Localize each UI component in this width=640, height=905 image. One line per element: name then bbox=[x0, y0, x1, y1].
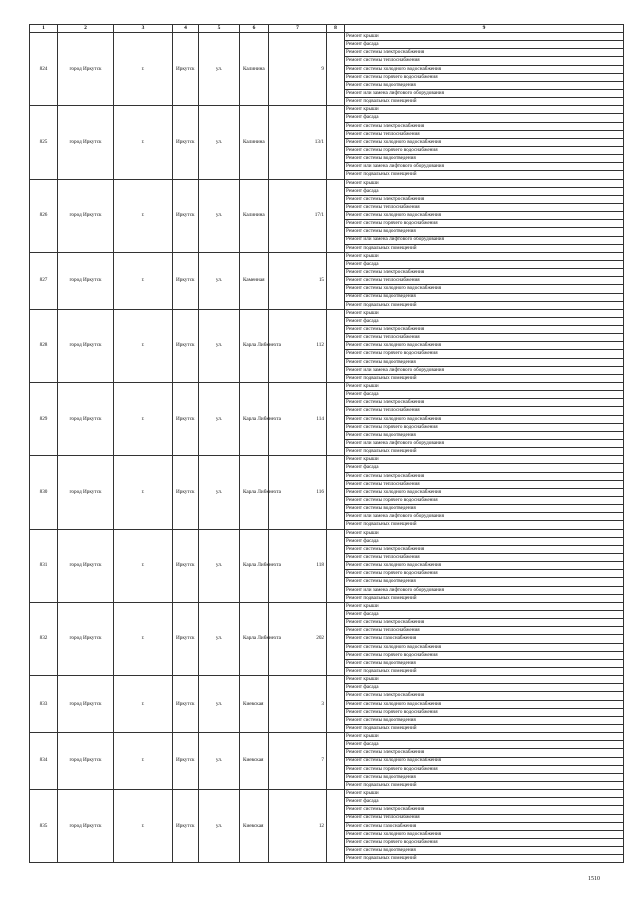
row-number: 827 bbox=[30, 252, 58, 309]
empty-cell bbox=[327, 790, 345, 863]
column-number-header bbox=[30, 25, 624, 33]
page-number: 1510 bbox=[588, 876, 600, 882]
house-number: 112 bbox=[269, 309, 327, 382]
municipality: город Иркутск bbox=[58, 733, 114, 790]
house-number: 114 bbox=[269, 383, 327, 456]
repair-work-item: Ремонт системы газоснабжения bbox=[345, 822, 624, 830]
repair-work-item: Ремонт системы водоотведения bbox=[345, 847, 624, 855]
repair-work-item: Ремонт крыши bbox=[345, 179, 624, 187]
house-number: 13/1 bbox=[269, 106, 327, 179]
repair-work-item: Ремонт фасада bbox=[345, 464, 624, 472]
column-header: 2 bbox=[58, 25, 114, 33]
repair-work-item: Ремонт системы холодного водоснабжения bbox=[345, 65, 624, 73]
repair-work-item: Ремонт системы холодного водоснабжения bbox=[345, 757, 624, 765]
street-type: ул. bbox=[199, 602, 240, 675]
street-type: ул. bbox=[199, 456, 240, 529]
repair-work-item: Ремонт системы электроснабжения bbox=[345, 749, 624, 757]
locality-name: Иркутск bbox=[173, 309, 199, 382]
repair-work-item: Ремонт системы водоотведения bbox=[345, 155, 624, 163]
column-header: 4 bbox=[173, 25, 199, 33]
street-name: Карла Либкнехта bbox=[240, 383, 269, 456]
empty-cell bbox=[327, 456, 345, 529]
repair-work-item: Ремонт системы водоотведения bbox=[345, 659, 624, 667]
locality-name: Иркутск bbox=[173, 33, 199, 106]
locality-type: г. bbox=[114, 602, 173, 675]
locality-name: Иркутск bbox=[173, 383, 199, 456]
column-header: 8 bbox=[327, 25, 345, 33]
repair-work-item: Ремонт системы теплоснабжения bbox=[345, 277, 624, 285]
row-number: 831 bbox=[30, 529, 58, 602]
locality-name: Иркутск bbox=[173, 106, 199, 179]
locality-type: г. bbox=[114, 179, 173, 252]
table-row bbox=[30, 309, 624, 317]
locality-name: Иркутск bbox=[173, 252, 199, 309]
table-row bbox=[30, 733, 624, 741]
repair-work-item: Ремонт системы электроснабжения bbox=[345, 545, 624, 553]
repair-work-item: Ремонт фасада bbox=[345, 41, 624, 49]
repair-work-item: Ремонт подвальных помещений bbox=[345, 724, 624, 732]
house-number: 118 bbox=[269, 529, 327, 602]
row-number: 834 bbox=[30, 733, 58, 790]
table-row bbox=[30, 676, 624, 684]
repair-work-item: Ремонт подвальных помещений bbox=[345, 594, 624, 602]
empty-cell bbox=[327, 733, 345, 790]
house-number: 15 bbox=[269, 252, 327, 309]
house-number: 202 bbox=[269, 602, 327, 675]
repair-work-item: Ремонт системы холодного водоснабжения bbox=[345, 342, 624, 350]
row-number: 825 bbox=[30, 106, 58, 179]
repair-work-item: Ремонт системы водоотведения bbox=[345, 773, 624, 781]
column-header: 6 bbox=[240, 25, 269, 33]
municipality: город Иркутск bbox=[58, 309, 114, 382]
repair-work-item: Ремонт крыши bbox=[345, 106, 624, 114]
repair-work-item: Ремонт системы водоотведения bbox=[345, 505, 624, 513]
municipality: город Иркутск bbox=[58, 676, 114, 733]
repair-work-item: Ремонт крыши bbox=[345, 383, 624, 391]
table-row bbox=[30, 252, 624, 260]
repair-work-item: Ремонт фасада bbox=[345, 684, 624, 692]
street-name: Карла Либкнехта bbox=[240, 456, 269, 529]
repair-work-item: Ремонт подвальных помещений bbox=[345, 171, 624, 179]
table-row bbox=[30, 529, 624, 537]
locality-name: Иркутск bbox=[173, 529, 199, 602]
repair-work-item: Ремонт крыши bbox=[345, 252, 624, 260]
repair-work-item: Ремонт фасада bbox=[345, 798, 624, 806]
repair-work-item: Ремонт подвальных помещений bbox=[345, 244, 624, 252]
repair-work-item: Ремонт системы водоотведения bbox=[345, 431, 624, 439]
repair-work-item: Ремонт системы водоотведения bbox=[345, 358, 624, 366]
street-type: ул. bbox=[199, 106, 240, 179]
municipality: город Иркутск bbox=[58, 106, 114, 179]
repair-work-item: Ремонт системы горячего водоснабжения bbox=[345, 423, 624, 431]
repair-work-item: Ремонт системы теплоснабжения bbox=[345, 407, 624, 415]
column-header: 3 bbox=[114, 25, 173, 33]
repair-work-item: Ремонт системы холодного водоснабжения bbox=[345, 643, 624, 651]
repair-work-item: Ремонт крыши bbox=[345, 790, 624, 798]
street-type: ул. bbox=[199, 733, 240, 790]
house-number: 12 bbox=[269, 790, 327, 863]
repair-work-item: Ремонт системы теплоснабжения bbox=[345, 554, 624, 562]
street-type: ул. bbox=[199, 790, 240, 863]
repair-work-item: Ремонт системы горячего водоснабжения bbox=[345, 146, 624, 154]
repair-work-item: Ремонт системы водоотведения bbox=[345, 578, 624, 586]
table-row bbox=[30, 790, 624, 798]
street-type: ул. bbox=[199, 252, 240, 309]
repair-work-item: Ремонт системы холодного водоснабжения bbox=[345, 415, 624, 423]
empty-cell bbox=[327, 179, 345, 252]
street-name: Калинина bbox=[240, 33, 269, 106]
empty-cell bbox=[327, 676, 345, 733]
street-type: ул. bbox=[199, 33, 240, 106]
street-name: Каменная bbox=[240, 252, 269, 309]
locality-type: г. bbox=[114, 733, 173, 790]
street-type: ул. bbox=[199, 529, 240, 602]
municipality: город Иркутск bbox=[58, 179, 114, 252]
repair-work-item: Ремонт подвальных помещений bbox=[345, 521, 624, 529]
repair-work-item: Ремонт крыши bbox=[345, 309, 624, 317]
row-number: 832 bbox=[30, 602, 58, 675]
empty-cell bbox=[327, 602, 345, 675]
repair-work-item: Ремонт системы теплоснабжения bbox=[345, 814, 624, 822]
repair-work-item: Ремонт фасада bbox=[345, 187, 624, 195]
row-number: 830 bbox=[30, 456, 58, 529]
repair-work-item: Ремонт системы холодного водоснабжения bbox=[345, 830, 624, 838]
repair-work-item: Ремонт системы электроснабжения bbox=[345, 49, 624, 57]
repair-work-item: Ремонт крыши bbox=[345, 529, 624, 537]
repair-work-item: Ремонт фасада bbox=[345, 114, 624, 122]
repair-work-item: Ремонт системы водоотведения bbox=[345, 228, 624, 236]
locality-type: г. bbox=[114, 106, 173, 179]
repair-work-item: Ремонт системы электроснабжения bbox=[345, 692, 624, 700]
repair-work-item: Ремонт системы водоотведения bbox=[345, 81, 624, 89]
repair-work-item: Ремонт системы горячего водоснабжения bbox=[345, 570, 624, 578]
repair-work-item: Ремонт системы электроснабжения bbox=[345, 269, 624, 277]
repair-work-item: Ремонт или замена лифтового оборудования bbox=[345, 163, 624, 171]
street-type: ул. bbox=[199, 179, 240, 252]
repair-work-item: Ремонт системы электроснабжения bbox=[345, 399, 624, 407]
locality-type: г. bbox=[114, 383, 173, 456]
repair-work-item: Ремонт системы холодного водоснабжения bbox=[345, 285, 624, 293]
repair-work-item: Ремонт системы электроснабжения bbox=[345, 472, 624, 480]
repair-work-item: Ремонт системы водоотведения bbox=[345, 716, 624, 724]
repair-work-item: Ремонт фасада bbox=[345, 741, 624, 749]
locality-type: г. bbox=[114, 33, 173, 106]
street-type: ул. bbox=[199, 676, 240, 733]
repair-work-item: Ремонт системы холодного водоснабжения bbox=[345, 562, 624, 570]
empty-cell bbox=[327, 383, 345, 456]
table-row bbox=[30, 179, 624, 187]
street-name: Киевская bbox=[240, 676, 269, 733]
repair-work-item: Ремонт системы теплоснабжения bbox=[345, 334, 624, 342]
column-header: 7 bbox=[269, 25, 327, 33]
repair-work-item: Ремонт системы холодного водоснабжения bbox=[345, 138, 624, 146]
municipality: город Иркутск bbox=[58, 602, 114, 675]
repair-work-item: Ремонт системы электроснабжения bbox=[345, 619, 624, 627]
locality-name: Иркутск bbox=[173, 676, 199, 733]
house-number: 17/1 bbox=[269, 179, 327, 252]
repair-work-item: Ремонт крыши bbox=[345, 602, 624, 610]
repair-work-item: Ремонт подвальных помещений bbox=[345, 448, 624, 456]
repair-work-item: Ремонт подвальных помещений bbox=[345, 374, 624, 382]
street-name: Калинина bbox=[240, 106, 269, 179]
locality-name: Иркутск bbox=[173, 602, 199, 675]
locality-name: Иркутск bbox=[173, 790, 199, 863]
house-number: 9 bbox=[269, 33, 327, 106]
repair-work-item: Ремонт системы теплоснабжения bbox=[345, 57, 624, 65]
repair-work-item: Ремонт системы газоснабжения bbox=[345, 635, 624, 643]
repair-work-item: Ремонт или замена лифтового оборудования bbox=[345, 89, 624, 97]
locality-type: г. bbox=[114, 529, 173, 602]
repair-work-item: Ремонт подвальных помещений bbox=[345, 98, 624, 106]
repair-work-item: Ремонт подвальных помещений bbox=[345, 855, 624, 863]
row-number: 833 bbox=[30, 676, 58, 733]
repair-work-item: Ремонт или замена лифтового оборудования bbox=[345, 586, 624, 594]
repair-work-item: Ремонт крыши bbox=[345, 33, 624, 41]
street-type: ул. bbox=[199, 309, 240, 382]
municipality: город Иркутск bbox=[58, 383, 114, 456]
table-row bbox=[30, 106, 624, 114]
table-body bbox=[30, 33, 624, 863]
street-name: Карла Либкнехта bbox=[240, 309, 269, 382]
capital-repair-table bbox=[29, 24, 624, 863]
row-number: 826 bbox=[30, 179, 58, 252]
street-name: Киевская bbox=[240, 790, 269, 863]
empty-cell bbox=[327, 529, 345, 602]
repair-work-item: Ремонт фасада bbox=[345, 537, 624, 545]
repair-work-item: Ремонт системы горячего водоснабжения bbox=[345, 708, 624, 716]
repair-work-item: Ремонт системы электроснабжения bbox=[345, 326, 624, 334]
column-header: 9 bbox=[345, 25, 624, 33]
locality-name: Иркутск bbox=[173, 179, 199, 252]
row-number: 828 bbox=[30, 309, 58, 382]
repair-work-item: Ремонт системы электроснабжения bbox=[345, 122, 624, 130]
empty-cell bbox=[327, 252, 345, 309]
street-name: Карла Либкнехта bbox=[240, 529, 269, 602]
table-row bbox=[30, 383, 624, 391]
municipality: город Иркутск bbox=[58, 529, 114, 602]
empty-cell bbox=[327, 309, 345, 382]
repair-work-item: Ремонт системы холодного водоснабжения bbox=[345, 488, 624, 496]
row-number: 824 bbox=[30, 33, 58, 106]
repair-work-item: Ремонт системы теплоснабжения bbox=[345, 627, 624, 635]
repair-work-item: Ремонт подвальных помещений bbox=[345, 667, 624, 675]
repair-work-item: Ремонт системы горячего водоснабжения bbox=[345, 350, 624, 358]
locality-name: Иркутск bbox=[173, 733, 199, 790]
repair-work-item: Ремонт системы горячего водоснабжения bbox=[345, 651, 624, 659]
repair-work-item: Ремонт крыши bbox=[345, 733, 624, 741]
street-name: Киевская bbox=[240, 733, 269, 790]
repair-work-item: Ремонт системы горячего водоснабжения bbox=[345, 220, 624, 228]
column-header: 1 bbox=[30, 25, 58, 33]
repair-work-item: Ремонт фасада bbox=[345, 391, 624, 399]
repair-work-item: Ремонт или замена лифтового оборудования bbox=[345, 513, 624, 521]
repair-work-item: Ремонт крыши bbox=[345, 456, 624, 464]
table-row bbox=[30, 602, 624, 610]
house-number: 3 bbox=[269, 676, 327, 733]
municipality: город Иркутск bbox=[58, 456, 114, 529]
street-type: ул. bbox=[199, 383, 240, 456]
municipality: город Иркутск bbox=[58, 790, 114, 863]
row-number: 835 bbox=[30, 790, 58, 863]
repair-work-item: Ремонт фасада bbox=[345, 317, 624, 325]
locality-type: г. bbox=[114, 309, 173, 382]
municipality: город Иркутск bbox=[58, 252, 114, 309]
repair-work-item: Ремонт системы теплоснабжения bbox=[345, 480, 624, 488]
locality-type: г. bbox=[114, 456, 173, 529]
repair-work-item: Ремонт системы холодного водоснабжения bbox=[345, 212, 624, 220]
repair-work-item: Ремонт крыши bbox=[345, 676, 624, 684]
repair-work-item: Ремонт системы теплоснабжения bbox=[345, 203, 624, 211]
repair-work-item: Ремонт системы холодного водоснабжения bbox=[345, 700, 624, 708]
house-number: 116 bbox=[269, 456, 327, 529]
repair-work-item: Ремонт фасада bbox=[345, 260, 624, 268]
repair-work-item: Ремонт системы теплоснабжения bbox=[345, 130, 624, 138]
municipality: город Иркутск bbox=[58, 33, 114, 106]
repair-work-item: Ремонт системы водоотведения bbox=[345, 293, 624, 301]
empty-cell bbox=[327, 106, 345, 179]
repair-work-item: Ремонт системы электроснабжения bbox=[345, 806, 624, 814]
table-row bbox=[30, 33, 624, 41]
locality-type: г. bbox=[114, 676, 173, 733]
house-number: 7 bbox=[269, 733, 327, 790]
street-name: Калинина bbox=[240, 179, 269, 252]
street-name: Карла Либкнехта bbox=[240, 602, 269, 675]
table-row bbox=[30, 456, 624, 464]
repair-work-item: Ремонт системы горячего водоснабжения bbox=[345, 765, 624, 773]
repair-work-item: Ремонт подвальных помещений bbox=[345, 301, 624, 309]
repair-work-item: Ремонт системы горячего водоснабжения bbox=[345, 73, 624, 81]
repair-work-item: Ремонт или замена лифтового оборудования bbox=[345, 440, 624, 448]
repair-work-item: Ремонт подвальных помещений bbox=[345, 781, 624, 789]
repair-work-item: Ремонт системы горячего водоснабжения bbox=[345, 497, 624, 505]
locality-type: г. bbox=[114, 252, 173, 309]
repair-work-item: Ремонт фасада bbox=[345, 610, 624, 618]
repair-work-item: Ремонт системы горячего водоснабжения bbox=[345, 838, 624, 846]
locality-name: Иркутск bbox=[173, 456, 199, 529]
repair-work-item: Ремонт или замена лифтового оборудования bbox=[345, 236, 624, 244]
row-number: 829 bbox=[30, 383, 58, 456]
locality-type: г. bbox=[114, 790, 173, 863]
empty-cell bbox=[327, 33, 345, 106]
column-header: 5 bbox=[199, 25, 240, 33]
repair-work-item: Ремонт или замена лифтового оборудования bbox=[345, 366, 624, 374]
repair-work-item: Ремонт системы электроснабжения bbox=[345, 195, 624, 203]
